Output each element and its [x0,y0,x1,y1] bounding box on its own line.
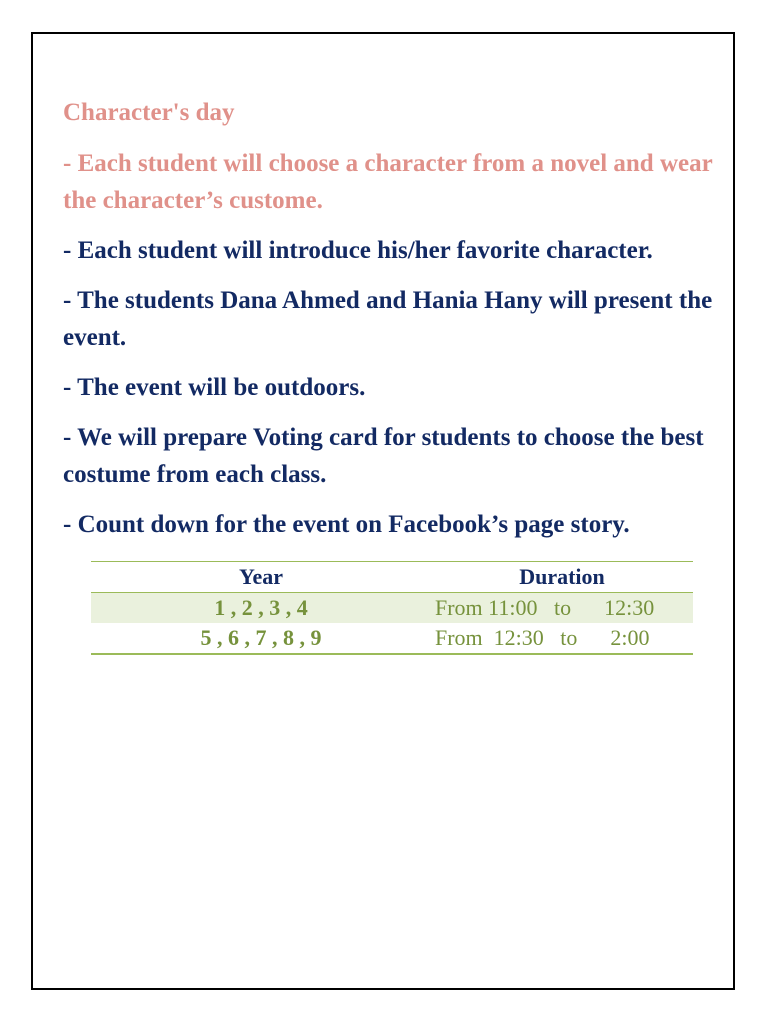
document-body [63,94,723,556]
duration-cell: From 11:00 to 12:30 [431,593,693,624]
header-duration: Duration [431,562,693,593]
year-cell: 5 , 6 , 7 , 8 , 9 [91,623,431,654]
header-year: Year [91,562,431,593]
table-header-row [91,562,693,593]
paragraph-costume: - Each student will choose a character from a novel and wear the character’s custome. [63,150,713,214]
paragraph-presenters: - The students Dana Ahmed and Hania Hany will present the event. [63,287,713,351]
document-title: Character's day [63,99,235,126]
table-row [91,593,693,624]
document-page [31,32,735,990]
paragraph-location: - The event will be outdoors. [63,374,366,401]
paragraph-introduce: - Each student will introduce his/her favorite character. [63,237,653,264]
paragraph-voting: - We will prepare Voting card for students to choose the best costume from each class. [63,424,704,488]
paragraph-countdown: - Count down for the event on Facebook’s page story. [63,511,630,538]
table-row [91,623,693,654]
duration-cell: From 12:30 to 2:00 [431,623,693,654]
schedule-table [91,561,693,655]
year-cell: 1 , 2 , 3 , 4 [91,593,431,624]
